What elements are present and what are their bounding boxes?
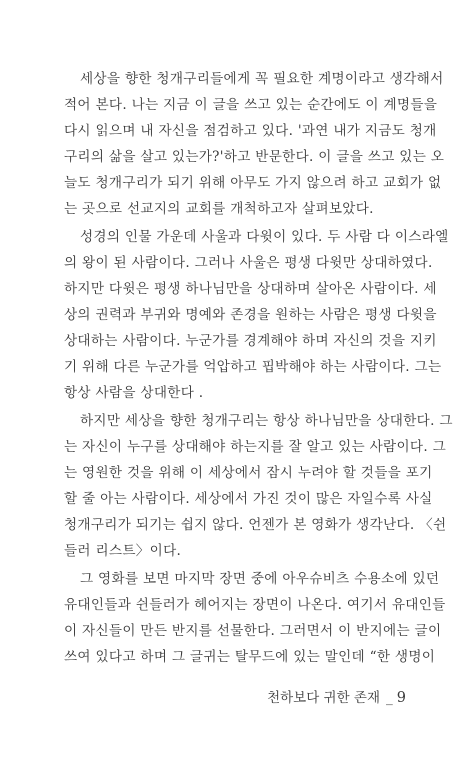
text-line: 적어 본다. 나는 지금 이 글을 쓰고 있는 순간에도 이 계명들을 [64, 97, 438, 113]
page-number: 9 [396, 690, 406, 706]
text-line: 세상을 향한 청개구리들에게 꼭 필요한 계명이라고 생각해서 [80, 71, 444, 87]
text-line: 는 곳으로 선교지의 교회를 개척하고자 살펴보았다. [64, 201, 374, 217]
text-line: 상대하는 사람이다. 누군가를 경계해야 하며 자신의 것을 지키 [64, 333, 437, 349]
running-title: 천하보다 귀한 존재 [267, 690, 381, 706]
text-line: 하지만 세상을 향한 청개구리는 항상 하나님만을 상대한다. 그 [80, 413, 453, 429]
text-line: 청개구리가 되기는 쉽지 않다. 언젠가 본 영화가 생각난다. 〈쉰 [64, 517, 447, 533]
text-line: 는 자신이 누구를 상대해야 하는지를 잘 알고 있는 사람이다. 그 [64, 439, 446, 455]
text-line: 기 위해 다른 누군가를 억압하고 핍박해야 하는 사람이다. 그는 [64, 359, 442, 375]
text-line: 구리의 삶을 살고 있는가?'하고 반문한다. 이 글을 쓰고 있는 오 [64, 149, 445, 165]
text-line: 할 줄 아는 사람이다. 세상에서 가진 것이 많은 자일수록 사실 [64, 491, 433, 507]
text-line: 쓰여 있다고 하며 그 글귀는 탈무드에 있는 말인데 “한 생명이 [64, 649, 436, 665]
text-line: 는 영원한 것을 위해 이 세상에서 잠시 누려야 할 것들을 포기 [64, 465, 433, 481]
page-footer [267, 688, 406, 708]
text-line: 이 자신들이 만든 반지를 선물한다. 그러면서 이 반지에는 글이 [64, 623, 442, 639]
text-line: 의 왕이 된 사람이다. 그러나 사울은 평생 다윗만 상대하였다. [64, 255, 433, 271]
text-line: 늘도 청개구리가 되기 위해 아무도 가지 않으려 하고 교회가 없 [64, 175, 442, 191]
text-line: 다시 읽으며 내 자신을 점검하고 있다. '과연 내가 지금도 청개 [64, 123, 437, 139]
text-line: 상의 권력과 부귀와 명예와 존경을 원하는 사람은 평생 다윗을 [64, 307, 437, 323]
text-line: 유대인들과 쉰들러가 헤어지는 장면이 나온다. 여기서 유대인들 [64, 597, 446, 613]
text-line: 하지만 다윗은 평생 하나님만을 상대하며 살아온 사람이다. 세 [64, 281, 437, 297]
text-line: 그 영화를 보면 마지막 장면 중에 아우슈비츠 수용소에 있던 [80, 571, 440, 587]
footer-separator: _ [386, 690, 393, 706]
text-line: 성경의 인물 가운데 사울과 다윗이 있다. 두 사람 다 이스라엘 [80, 229, 449, 245]
text-line: 항상 사람을 상대한다 . [64, 385, 204, 401]
text-line: 들러 리스트〉이다. [64, 543, 182, 559]
